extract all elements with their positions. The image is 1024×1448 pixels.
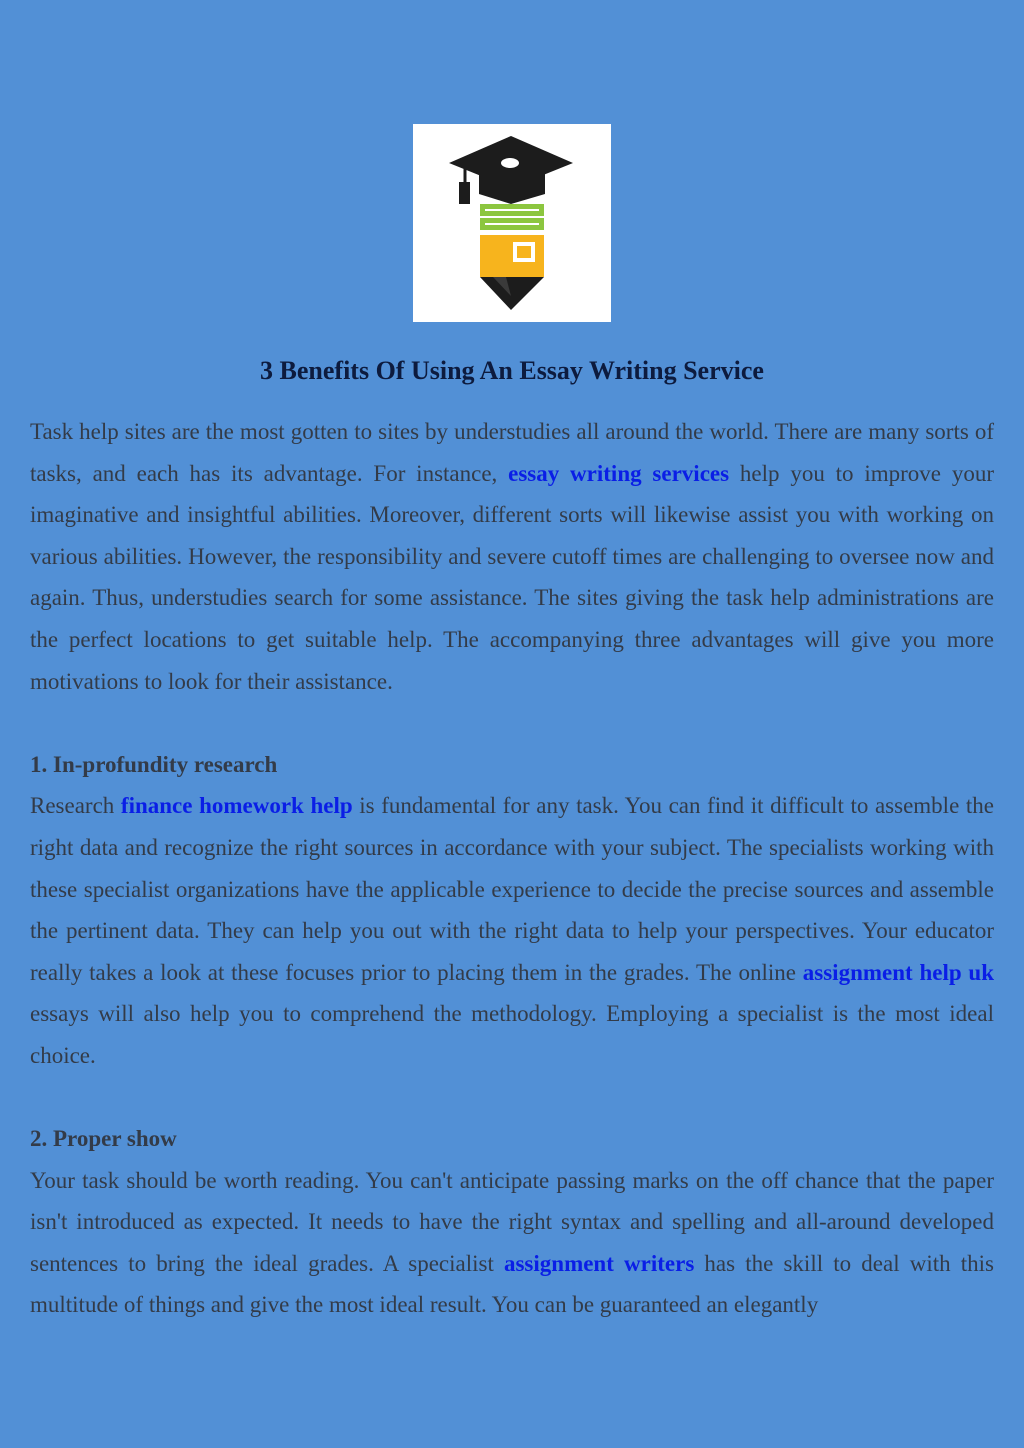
assignment-writers-link[interactable]: assignment writers: [503, 1250, 695, 1276]
intro-text-end: help you to improve your imaginative and insightful abilities. Moreover, different sorts will likewise assist you with working on various abilities. However, the responsibility and severe cutoff times are challenging to oversee now and again. Thus, understudies search for some assistance. The sites giving the task help administrations are the perfect locations to get suitable help. The accompanying three advantages will give you more motivations to look for their assistance.: [30, 460, 994, 694]
intro-paragraph: [30, 411, 994, 702]
assignment-help-uk-link[interactable]: assignment help uk: [802, 959, 994, 985]
section-1-text-start: Research: [30, 793, 121, 819]
section-2-paragraph: [30, 1160, 994, 1326]
section-1-text-middle: is fundamental for any task. You can find it difficult to assemble the right data and recognize the right sources in accordance with your subject. The specialists working with these specialist organizations have the applicable experience to decide the precise sources and assemble the pertinent data. They can help you out with the right data to help your perspectives. Your educator really takes a look at these focuses prior to placing them in the grades. The online: [30, 793, 994, 985]
section-1-heading: 1. In-profundity research: [30, 751, 278, 777]
spacer: [30, 702, 994, 744]
graduation-cap-pencil-icon: [413, 124, 611, 322]
section-1-paragraph: [30, 785, 994, 1076]
section-1-text-end: essays will also help you to comprehend the methodology. Employing a specialist is the most ideal choice.: [30, 1001, 994, 1068]
section-2-heading: 2. Proper show: [30, 1126, 177, 1152]
section-2-text-start: Your task should be worth reading. You can't anticipate passing marks on the off chance that the paper isn't introduced as expected. It needs to have the right syntax and spelling and all-around developed sentences to bring the ideal grades. A specialist: [30, 1167, 994, 1276]
section-2-text-end: has the skill to deal with this multitude of things and give the most ideal result. You can be guaranteed an elegantly: [30, 1250, 995, 1318]
essay-writing-services-link[interactable]: essay writing services: [508, 460, 730, 486]
page-title: 3 Benefits Of Using An Essay Writing Service: [260, 356, 764, 385]
article-body: [30, 411, 994, 1326]
finance-homework-help-link[interactable]: finance homework help: [120, 793, 353, 819]
logo: [413, 124, 611, 322]
intro-text-start: Task help sites are the most gotten to sites by understudies all around the world. There are many sorts of tasks, and each has its advantage. For instance,: [30, 419, 994, 486]
spacer: [30, 1077, 994, 1119]
